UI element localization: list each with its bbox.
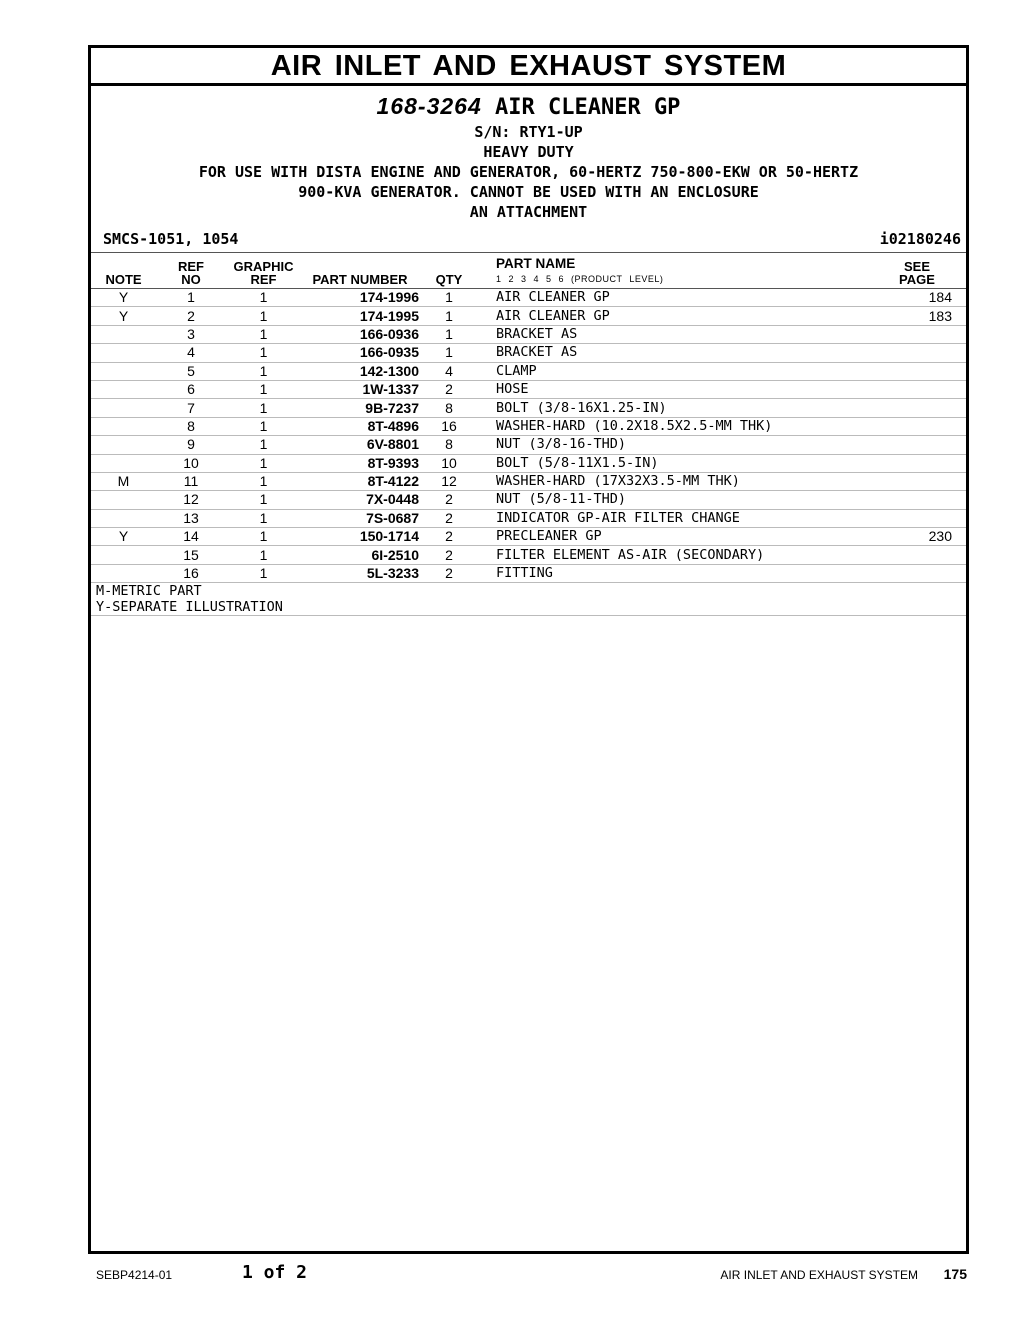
serial-number-line: S/N: RTY1-UP	[474, 123, 583, 141]
qty-cell: 1	[423, 289, 475, 307]
qty-cell: 2	[423, 380, 475, 398]
note-cell	[91, 546, 156, 564]
header-ref-label: REF	[178, 259, 204, 274]
description-line: HEAVY DUTY	[483, 143, 574, 161]
header-graphic-ref-label: REF	[250, 272, 277, 287]
qty-cell: 2	[423, 546, 475, 564]
qty-cell: 1	[423, 307, 475, 325]
table-header-row	[91, 253, 966, 289]
part-name-cell: WASHER-HARD (10.2X18.5X2.5-MM THK)	[475, 417, 882, 435]
graphic-ref-cell: 1	[226, 436, 301, 454]
ref-no-cell: 9	[156, 436, 226, 454]
header-product-level: 1 2 3 4 5 6 (PRODUCT LEVEL)	[496, 274, 664, 284]
note-cell	[91, 454, 156, 472]
part-number-cell: 8T-4896	[301, 417, 423, 435]
see-page-cell	[882, 325, 966, 343]
footer-section: AIR INLET AND EXHAUST SYSTEM	[720, 1268, 918, 1282]
see-page-cell	[882, 546, 966, 564]
legend-separate-illustration: Y-SEPARATE ILLUSTRATION	[96, 599, 283, 616]
ref-no-cell: 11	[156, 472, 226, 490]
description-line: FOR USE WITH DISTA ENGINE AND GENERATOR, 60-HERTZ 750-800-EKW OR 50-HERTZ	[198, 163, 859, 181]
qty-cell: 1	[423, 344, 475, 362]
footer-page-number: 175	[943, 1266, 967, 1282]
note-cell	[91, 380, 156, 398]
ref-no-cell: 6	[156, 380, 226, 398]
part-name-cell: AIR CLEANER GP	[475, 307, 882, 325]
part-number-cell: 6V-8801	[301, 436, 423, 454]
see-page-cell	[882, 399, 966, 417]
page-frame	[88, 45, 969, 1254]
part-name-cell: PRECLEANER GP	[475, 528, 882, 546]
graphic-ref-cell: 1	[226, 454, 301, 472]
ref-no-cell: 1	[156, 289, 226, 307]
graphic-ref-cell: 1	[226, 325, 301, 343]
see-page-cell	[882, 380, 966, 398]
table-row	[91, 380, 966, 398]
ref-no-cell: 3	[156, 325, 226, 343]
smcs-code: SMCS-1051, 1054	[103, 230, 239, 248]
note-cell	[91, 491, 156, 509]
header-see-label: SEE	[903, 259, 930, 274]
section-title: AIR INLET AND EXHAUST SYSTEM	[91, 48, 966, 86]
graphic-ref-cell: 1	[226, 472, 301, 490]
graphic-ref-cell: 1	[226, 564, 301, 582]
part-name-cell: FILTER ELEMENT AS-AIR (SECONDARY)	[475, 546, 882, 564]
part-name-cell: BRACKET AS	[475, 344, 882, 362]
table-row	[91, 472, 966, 490]
part-name-cell: FITTING	[475, 564, 882, 582]
table-row	[91, 344, 966, 362]
part-number-cell: 142-1300	[301, 362, 423, 380]
group-number: 168-3264	[376, 93, 482, 119]
table-row	[91, 454, 966, 472]
see-page-cell: 230	[882, 528, 966, 546]
see-page-cell: 183	[882, 307, 966, 325]
note-cell	[91, 564, 156, 582]
ref-no-cell: 13	[156, 509, 226, 527]
ref-no-cell: 10	[156, 454, 226, 472]
part-name-cell: BRACKET AS	[475, 325, 882, 343]
part-number-cell: 8T-4122	[301, 472, 423, 490]
graphic-ref-cell: 1	[226, 509, 301, 527]
part-name-cell: HOSE	[475, 380, 882, 398]
header-qty: QTY	[423, 253, 475, 289]
header-see-page	[882, 253, 966, 289]
part-name-cell: AIR CLEANER GP	[475, 289, 882, 307]
note-cell	[91, 509, 156, 527]
qty-cell: 10	[423, 454, 475, 472]
graphic-ref-cell: 1	[226, 344, 301, 362]
qty-cell: 12	[423, 472, 475, 490]
part-name-cell: INDICATOR GP-AIR FILTER CHANGE	[475, 509, 882, 527]
part-number-cell: 174-1996	[301, 289, 423, 307]
table-row	[91, 546, 966, 564]
note-cell: Y	[91, 528, 156, 546]
graphic-ref-cell: 1	[226, 417, 301, 435]
legend	[91, 583, 966, 616]
see-page-cell	[882, 472, 966, 490]
header-part-name	[475, 253, 882, 289]
table-row	[91, 436, 966, 454]
meta-row	[91, 228, 966, 253]
see-page-cell	[882, 491, 966, 509]
table-row	[91, 509, 966, 527]
graphic-ref-cell: 1	[226, 362, 301, 380]
graphic-ref-cell: 1	[226, 399, 301, 417]
part-name-cell: BOLT (5/8-11X1.5-IN)	[475, 454, 882, 472]
part-number-cell: 166-0936	[301, 325, 423, 343]
description-line: 900-KVA GENERATOR. CANNOT BE USED WITH AN ENCLOSURE	[298, 183, 759, 201]
part-number-cell: 7X-0448	[301, 491, 423, 509]
page-footer	[0, 1262, 1020, 1286]
note-cell	[91, 362, 156, 380]
qty-cell: 8	[423, 399, 475, 417]
graphic-ref-cell: 1	[226, 491, 301, 509]
qty-cell: 1	[423, 325, 475, 343]
table-row	[91, 417, 966, 435]
legend-metric: M-METRIC PART	[96, 583, 202, 600]
graphic-ref-cell: 1	[226, 380, 301, 398]
footer-page-of: 1 of 2	[242, 1262, 308, 1283]
note-cell	[91, 399, 156, 417]
see-page-cell	[882, 362, 966, 380]
see-page-cell	[882, 509, 966, 527]
table-row	[91, 491, 966, 509]
qty-cell: 16	[423, 417, 475, 435]
see-page-cell	[882, 454, 966, 472]
note-cell	[91, 344, 156, 362]
part-name-cell: WASHER-HARD (17X32X3.5-MM THK)	[475, 472, 882, 490]
footer-doc-id: SEBP4214-01	[96, 1268, 173, 1282]
note-cell	[91, 417, 156, 435]
table-row	[91, 289, 966, 307]
part-number-cell: 174-1995	[301, 307, 423, 325]
see-page-cell	[882, 344, 966, 362]
table-row	[91, 362, 966, 380]
ref-no-cell: 16	[156, 564, 226, 582]
ref-no-cell: 8	[156, 417, 226, 435]
ref-no-cell: 7	[156, 399, 226, 417]
header-page-label: PAGE	[899, 272, 935, 287]
part-name-cell: NUT (5/8-11-THD)	[475, 491, 882, 509]
see-page-cell	[882, 436, 966, 454]
group-header	[91, 92, 966, 222]
table-row	[91, 307, 966, 325]
qty-cell: 2	[423, 491, 475, 509]
ref-no-cell: 12	[156, 491, 226, 509]
graphic-ref-cell: 1	[226, 546, 301, 564]
description-line: AN ATTACHMENT	[469, 203, 588, 221]
qty-cell: 2	[423, 564, 475, 582]
see-page-cell: 184	[882, 289, 966, 307]
header-part-name-label: PART NAME	[496, 256, 576, 271]
part-number-cell: 7S-0687	[301, 509, 423, 527]
header-graphic-ref	[226, 253, 301, 289]
qty-cell: 4	[423, 362, 475, 380]
graphic-ref-cell: 1	[226, 307, 301, 325]
ref-no-cell: 4	[156, 344, 226, 362]
graphic-ref-cell: 1	[226, 528, 301, 546]
part-number-cell: 1W-1337	[301, 380, 423, 398]
part-number-cell: 5L-3233	[301, 564, 423, 582]
illustration-id: i02180246	[879, 230, 961, 248]
header-part-number: PART NUMBER	[301, 253, 423, 289]
note-cell	[91, 436, 156, 454]
see-page-cell	[882, 417, 966, 435]
note-cell: M	[91, 472, 156, 490]
part-number-cell: 150-1714	[301, 528, 423, 546]
see-page-cell	[882, 564, 966, 582]
part-number-cell: 8T-9393	[301, 454, 423, 472]
header-no-label: NO	[181, 272, 201, 287]
ref-no-cell: 2	[156, 307, 226, 325]
table-row	[91, 325, 966, 343]
part-name-cell: CLAMP	[475, 362, 882, 380]
ref-no-cell: 15	[156, 546, 226, 564]
table-row	[91, 399, 966, 417]
table-row	[91, 564, 966, 582]
note-cell: Y	[91, 307, 156, 325]
part-number-cell: 166-0935	[301, 344, 423, 362]
qty-cell: 2	[423, 528, 475, 546]
ref-no-cell: 5	[156, 362, 226, 380]
note-cell	[91, 325, 156, 343]
parts-table	[91, 253, 966, 583]
group-name: AIR CLEANER GP	[495, 95, 681, 120]
part-name-cell: NUT (3/8-16-THD)	[475, 436, 882, 454]
header-ref-no	[156, 253, 226, 289]
part-number-cell: 6I-2510	[301, 546, 423, 564]
ref-no-cell: 14	[156, 528, 226, 546]
part-name-cell: BOLT (3/8-16X1.25-IN)	[475, 399, 882, 417]
part-number-cell: 9B-7237	[301, 399, 423, 417]
table-row	[91, 528, 966, 546]
qty-cell: 8	[423, 436, 475, 454]
graphic-ref-cell: 1	[226, 289, 301, 307]
note-cell: Y	[91, 289, 156, 307]
group-title	[91, 92, 966, 122]
qty-cell: 2	[423, 509, 475, 527]
header-graphic-label: GRAPHIC	[233, 259, 294, 274]
header-note: NOTE	[91, 253, 156, 289]
